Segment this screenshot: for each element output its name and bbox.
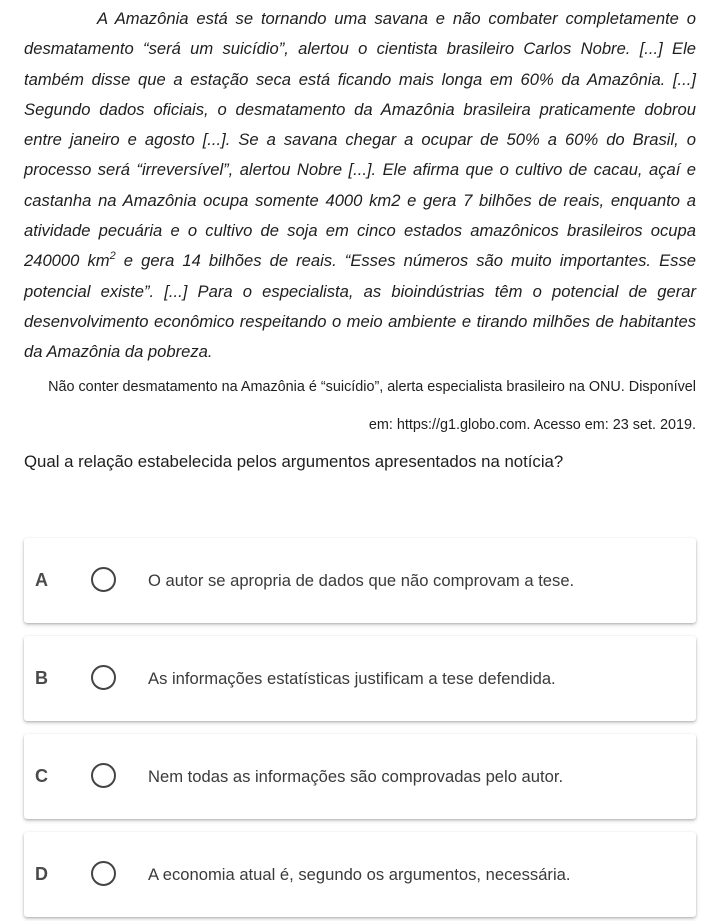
radio-circle-icon[interactable] <box>91 763 116 788</box>
passage-text-part1: A Amazônia está se tornando uma savana e não combater completamente o desmatamento “será um suicídio”, alertou o cientista brasileiro Carlos Nobre. [...] Ele também disse que a estação seca está ficando mais longa em 60% da Amazônia. [...] Segundo dados oficiais, o desmatamento da Amazônia brasileira praticamente dobrou entre janeiro e agosto [...]. Se a savana chegar a ocupar de 50% a 60% do Brasil, o processo será “irreversível”, alertou Nobre [...]. Ele afirma que o cultivo de cacau, açaí e castanha na Amazônia ocupa somente 4000 km2 e gera 7 bilhões de reais, enquanto a atividade pecuária e o cultivo de soja em cinco estados amazônicos brasileiros ocupa 240000 km <box>24 9 696 271</box>
option-text: A economia atual é, segundo os argumentos, necessária. <box>148 865 571 884</box>
radio-circle-icon[interactable] <box>91 665 116 690</box>
passage-superscript: 2 <box>109 250 116 263</box>
option-text: As informações estatísticas justificam a tese defendida. <box>148 669 556 688</box>
option-letter: C <box>35 766 48 786</box>
option-text: Nem todas as informações são comprovadas pelo autor. <box>148 767 564 786</box>
source-citation-line2: em: https://g1.globo.com. Acesso em: 23 set. 2019. <box>368 417 696 433</box>
option-a[interactable] <box>24 538 696 623</box>
option-c[interactable] <box>24 734 696 819</box>
radio-circle-icon[interactable] <box>91 567 116 592</box>
source-citation-line1: Não conter desmatamento na Amazônia é “suicídio”, alerta especialista brasileiro na ONU. Disponível <box>48 379 696 395</box>
news-passage <box>24 4 696 368</box>
option-d[interactable] <box>24 832 696 917</box>
option-b[interactable] <box>24 636 696 721</box>
radio-circle-icon[interactable] <box>91 861 116 886</box>
option-letter: B <box>35 668 48 688</box>
option-text: O autor se apropria de dados que não comprovam a tese. <box>148 571 575 590</box>
option-letter: D <box>35 864 48 884</box>
option-letter: A <box>35 570 48 590</box>
question-text: Qual a relação estabelecida pelos argumentos apresentados na notícia? <box>24 452 564 471</box>
passage-text-part2: e gera 14 bilhões de reais. “Esses números são muito importantes. Esse potencial existe”. [...] Para o especialista, as bioindústrias têm o potencial de gerar desenvolvimento econômico respeitando o meio ambiente e tirando milhões de habitantes da Amazônia da pobreza. <box>24 251 696 362</box>
